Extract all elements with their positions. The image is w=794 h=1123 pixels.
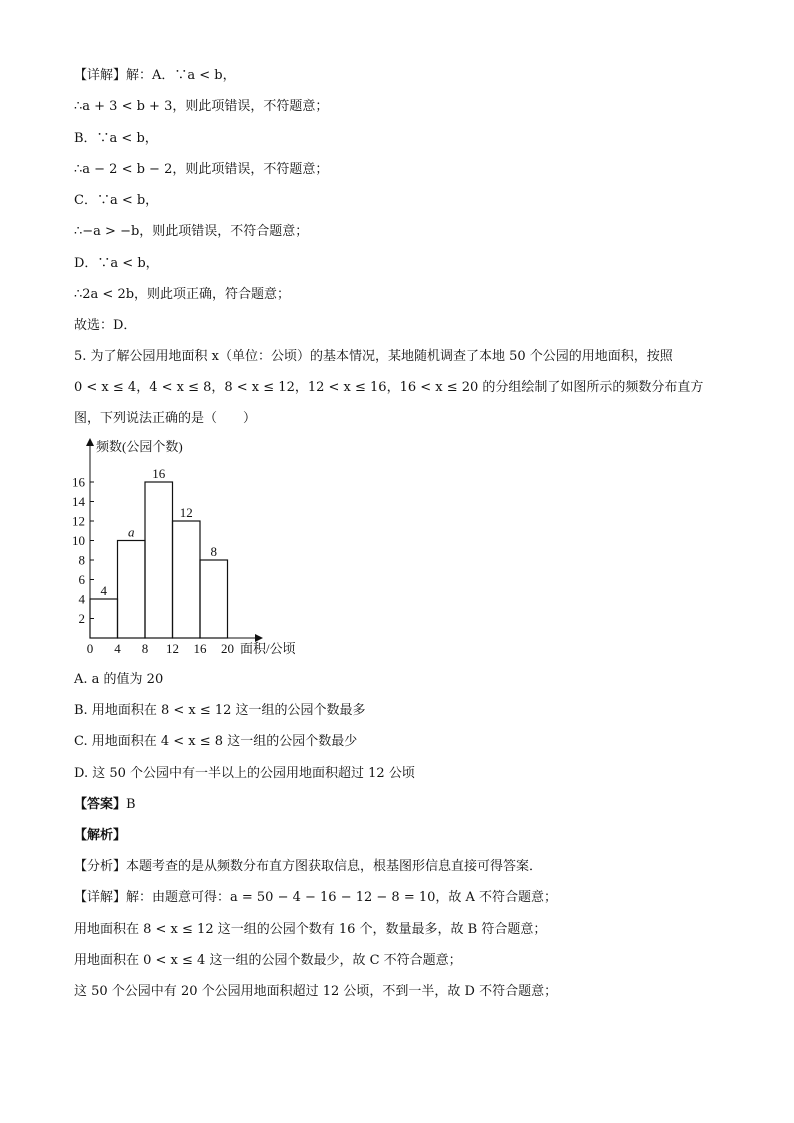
solution-step: ∴−a > −b，则此项错误，不符合题意； <box>74 224 309 239</box>
answer-line <box>74 796 136 814</box>
bar-value-label: 12 <box>179 505 193 520</box>
histogram-chart <box>60 433 320 663</box>
solution-choice: 故选：D． <box>74 318 137 333</box>
x-tick-label: 12 <box>166 641 179 656</box>
solution-detail-heading: 【详解】解：A．∵a < b， <box>74 68 236 83</box>
y-tick-label: 8 <box>78 552 85 568</box>
bar-value-label: 16 <box>152 466 166 481</box>
origin-label: 0 <box>86 641 94 656</box>
bar-value-label: a <box>128 524 135 540</box>
option-d: D. 这 50 个公园中有一半以上的公园用地面积超过 12 公顷 <box>74 766 415 781</box>
y-tick-label: 10 <box>72 533 85 548</box>
analysis-heading: 【解析】 <box>74 828 127 843</box>
y-axis-label: 频数(公园个数) <box>96 439 183 454</box>
histogram-bar <box>200 560 228 638</box>
y-tick-label: 2 <box>78 611 85 626</box>
y-tick-label: 4 <box>78 591 85 607</box>
solution-step: ∴a + 3 < b + 3，则此项错误，不符题意； <box>74 99 329 114</box>
solution-step: C．∵a < b， <box>74 193 159 208</box>
x-tick-label: 16 <box>193 641 207 656</box>
option-b: B. 用地面积在 8 < x ≤ 12 这一组的公园个数最多 <box>74 703 366 718</box>
bar-value-label: 4 <box>100 583 107 598</box>
question-5-stem: 0 < x ≤ 4，4 < x ≤ 8，8 < x ≤ 12，12 < x ≤ 16，16 < x ≤ 20 的分组绘制了如图所示的频数分布直方 <box>74 380 704 395</box>
histogram-bar <box>145 482 173 638</box>
answer-value: B <box>126 797 136 812</box>
analysis-line: 【分析】本题考查的是从频数分布直方图获取信息，根基图形信息直接可得答案． <box>74 859 543 874</box>
x-tick-label: 8 <box>141 641 149 656</box>
question-5-stem: 5. 为了解公园用地面积 x（单位：公顷）的基本情况，某地随机调查了本地 50 个公园的用地面积，按照 <box>74 349 673 364</box>
solution-step: ∴a − 2 < b − 2，则此项错误，不符题意； <box>74 162 329 177</box>
histogram-bar <box>90 599 118 638</box>
answer-label: 【答案】 <box>74 797 127 812</box>
histogram-bar <box>118 541 146 639</box>
option-c: C. 用地面积在 4 < x ≤ 8 这一组的公园个数最少 <box>74 734 358 749</box>
bar-value-label: 8 <box>210 544 217 559</box>
option-a: A. a 的值为 20 <box>74 672 164 687</box>
analysis-line: 【详解】解：由题意可得：a = 50 − 4 − 16 − 12 − 8 = 10，故 A 不符合题意； <box>74 890 558 905</box>
analysis-line: 这 50 个公园中有 20 个公园用地面积超过 12 公顷，不到一半，故 D 不符合题意； <box>74 984 558 999</box>
solution-step: B．∵a < b， <box>74 131 158 146</box>
histogram-bar <box>173 521 201 638</box>
question-5-stem: 图，下列说法正确的是（ ） <box>74 411 257 426</box>
analysis-line: 用地面积在 0 < x ≤ 4 这一组的公园个数最少，故 C 不符合题意； <box>74 953 462 968</box>
x-axis-label: 面积/公顷 <box>240 641 296 656</box>
solution-step: ∴2a < 2b，则此项正确，符合题意； <box>74 287 291 302</box>
x-tick-label: 20 <box>221 641 234 656</box>
analysis-line: 用地面积在 8 < x ≤ 12 这一组的公园个数有 16 个，数量最多，故 B 符合题意； <box>74 922 547 937</box>
x-tick-label: 4 <box>114 641 121 656</box>
y-tick-label: 14 <box>72 494 85 509</box>
solution-step: D．∵a < b， <box>74 256 159 271</box>
y-tick-label: 12 <box>72 513 85 529</box>
y-tick-label: 6 <box>78 572 85 587</box>
y-tick-label: 16 <box>72 474 85 490</box>
